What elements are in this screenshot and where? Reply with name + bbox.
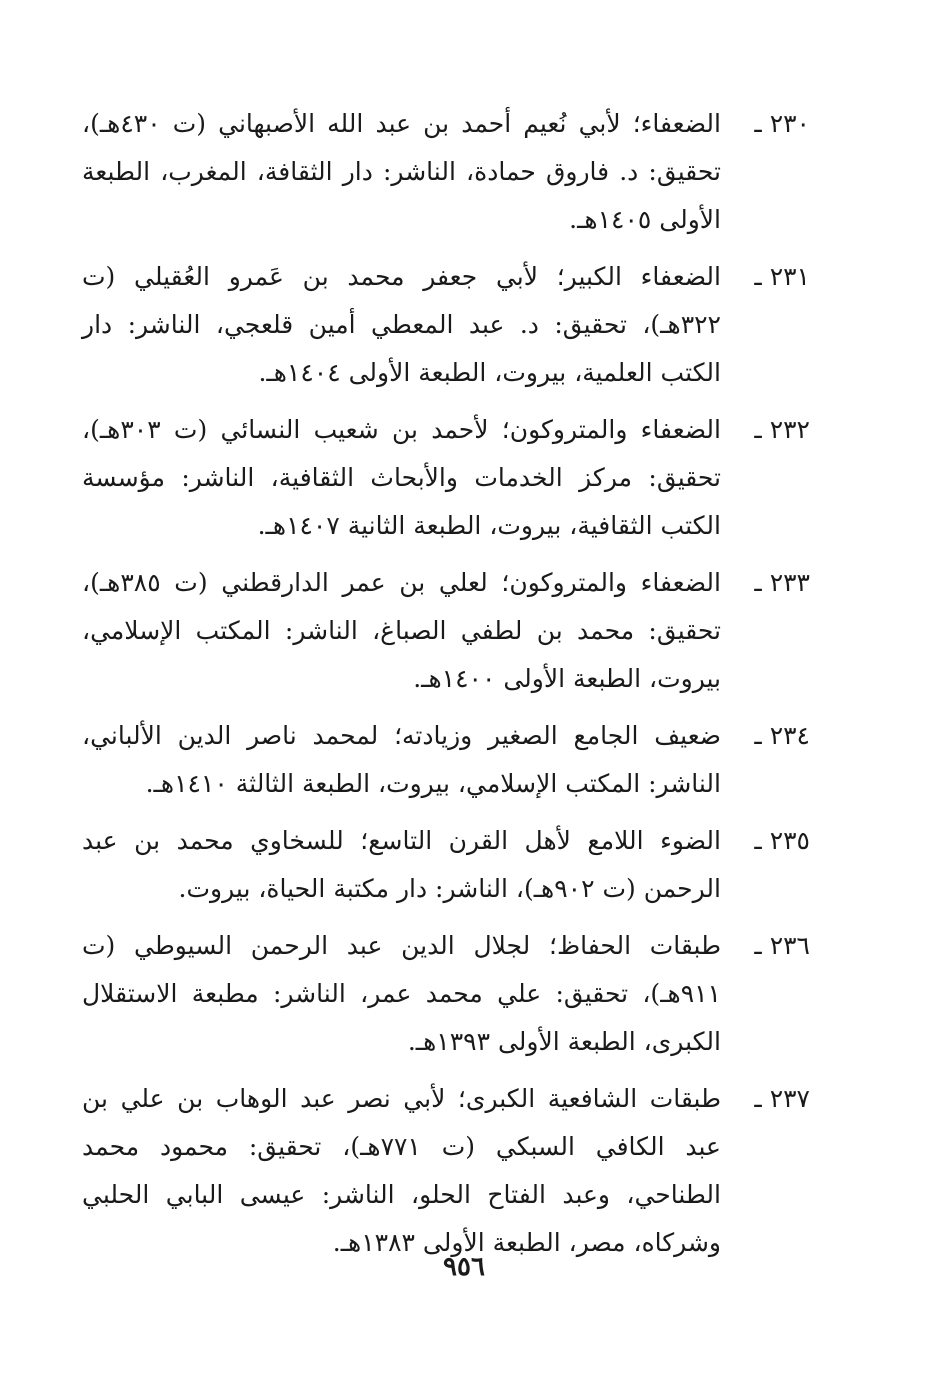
- entry-text: طبقات الحفاظ؛ لجلال الدين عبد الرحمن السيوطي (ت ٩١١هـ)، تحقيق: علي محمد عمر، الناشر: مطبعة الاستقلال الكبرى، الطبعة الأولى ١٣٩٣هـ.: [82, 931, 721, 1056]
- bibliography-entry-230: [82, 100, 810, 244]
- bibliography-entry-235: [82, 817, 810, 913]
- page-number: ٩٥٦: [443, 1252, 485, 1282]
- bibliography-entry-234: [82, 712, 810, 808]
- entry-text: طبقات الشافعية الكبرى؛ لأبي نصر عبد الوهاب بن علي بن عبد الكافي السبكي (ت ٧٧١هـ)، تحقيق: محمود محمد الطناحي، وعبد الفتاح الحلو، الناشر: عيسى البابي الحلبي وشركاه، مصر، الطبعة الأولى ١٣٨٣هـ.: [82, 1084, 721, 1257]
- entry-text: الضعفاء الكبير؛ لأبي جعفر محمد بن عَمرو العُقيلي (ت ٣٢٢هـ)، تحقيق: د. عبد المعطي أمين قلعجي، الناشر: دار الكتب العلمية، بيروت، الطبعة الأولى ١٤٠٤هـ.: [82, 262, 721, 387]
- entry-number: ٢٣٧ ـ: [754, 1084, 810, 1113]
- entry-number: ٢٣٤ ـ: [754, 721, 810, 750]
- entry-number: ٢٣٣ ـ: [754, 568, 810, 597]
- bibliography-entry-231: [82, 253, 810, 397]
- entry-text: الضعفاء والمتروكون؛ لأحمد بن شعيب النسائي (ت ٣٠٣هـ)، تحقيق: مركز الخدمات والأبحاث الثقافية، الناشر: مؤسسة الكتب الثقافية، بيروت، الطبعة الثانية ١٤٠٧هـ.: [82, 415, 721, 540]
- bibliography-entry-233: [82, 559, 810, 703]
- bibliography-entry-232: [82, 406, 810, 550]
- entry-number: ٢٣٠ ـ: [754, 109, 810, 138]
- entry-text: الضعفاء؛ لأبي نُعيم أحمد بن عبد الله الأصبهاني (ت ٤٣٠هـ)، تحقيق: د. فاروق حمادة، الناشر: دار الثقافة، المغرب، الطبعة الأولى ١٤٠٥هـ.: [82, 109, 721, 234]
- bibliography-list: [82, 100, 810, 1276]
- bibliography-entry-237: [82, 1075, 810, 1267]
- entry-number: ٢٣٥ ـ: [754, 826, 810, 855]
- entry-text: الضوء اللامع لأهل القرن التاسع؛ للسخاوي محمد بن عبد الرحمن (ت ٩٠٢هـ)، الناشر: دار مكتبة الحياة، بيروت.: [82, 826, 721, 903]
- entry-text: ضعيف الجامع الصغير وزيادته؛ لمحمد ناصر الدين الألباني، الناشر: المكتب الإسلامي، بيروت، الطبعة الثالثة ١٤١٠هـ.: [82, 721, 721, 798]
- entry-number: ٢٣٦ ـ: [754, 931, 810, 960]
- entry-number: ٢٣٢ ـ: [754, 415, 810, 444]
- entry-number: ٢٣١ ـ: [754, 262, 810, 291]
- bibliography-entry-236: [82, 922, 810, 1066]
- entry-text: الضعفاء والمتروكون؛ لعلي بن عمر الدارقطني (ت ٣٨٥هـ)، تحقيق: محمد بن لطفي الصباغ، الناشر: المكتب الإسلامي، بيروت، الطبعة الأولى ١٤٠٠هـ.: [82, 568, 721, 693]
